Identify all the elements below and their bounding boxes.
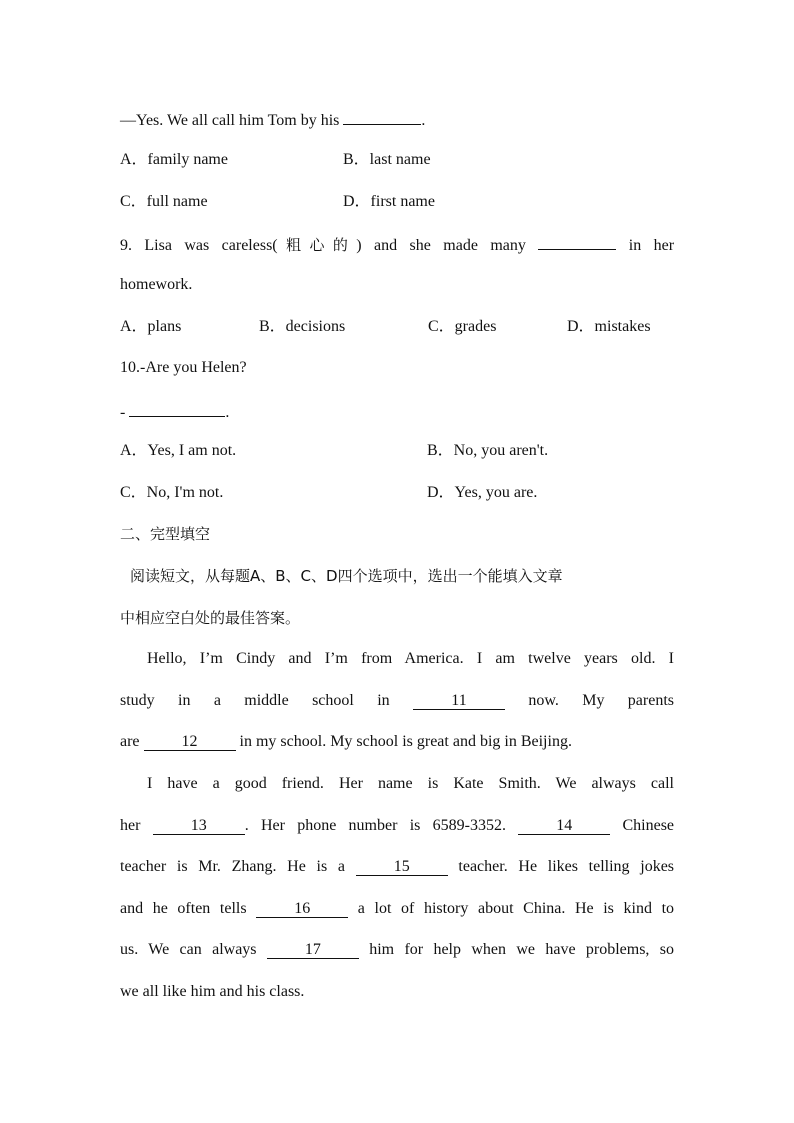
- q9-options-row: [120, 316, 674, 338]
- passage-text: we all like him and his class.: [120, 983, 305, 1000]
- passage-text: are: [120, 733, 140, 750]
- q9-text-line2: homework.: [120, 276, 193, 293]
- q9-option-b: B．decisions: [259, 318, 346, 335]
- passage-text: her: [120, 817, 141, 834]
- q10-option-a: A．Yes, I am not.: [120, 442, 237, 459]
- passage-text: I have a good friend. Her name is Kate Smith. We always call: [147, 775, 674, 792]
- blank-15: 15: [356, 858, 448, 876]
- q8-answer-line: [120, 107, 674, 129]
- blank-11: 11: [413, 692, 505, 710]
- q8-option-b: B．last name: [343, 151, 431, 168]
- q9-text-start: 9. Lisa was careless(: [120, 237, 278, 254]
- q10-blank: [129, 399, 225, 417]
- blank-16: 16: [256, 900, 348, 918]
- section-heading: [120, 523, 674, 545]
- q8-option-c: C．full name: [120, 193, 208, 210]
- passage-p2-line2: [120, 815, 674, 837]
- passage-p2-line4: [120, 898, 674, 920]
- q8-answer-end: .: [421, 112, 426, 129]
- passage-text: Chinese: [622, 817, 675, 834]
- section-instruction-line2: [120, 607, 674, 629]
- q9-note: 粗心的: [277, 236, 357, 254]
- q9-text-end: in her: [628, 237, 675, 254]
- passage-text: in my school. My school is great and big in Beijing.: [239, 733, 572, 750]
- q8-option-a: A．family name: [120, 151, 228, 168]
- passage-text: Hello, I’m Cindy and I’m from America. I am twelve years old. I: [147, 650, 674, 667]
- q9-question-line2: [120, 274, 674, 296]
- q9-option-a: A．plans: [120, 318, 182, 335]
- q10-option-c: C．No, I'm not.: [120, 484, 224, 501]
- passage-text: a lot of history about China. He is kind to: [357, 900, 675, 917]
- passage-text: us. We can always: [120, 941, 257, 958]
- section-heading-text: 二、完型填空: [120, 525, 211, 543]
- passage-text: teacher is Mr. Zhang. He is a: [120, 858, 345, 875]
- q10-answer-end: .: [225, 404, 230, 421]
- instruction-text-2: 中相应空白处的最佳答案。: [120, 609, 301, 627]
- passage-p2-line3: [120, 856, 674, 878]
- passage-p2-line6: [120, 981, 674, 1003]
- passage-p1-line3: [120, 731, 674, 753]
- passage-p2-line5: [120, 939, 674, 961]
- passage-text: and he often tells: [120, 900, 247, 917]
- passage-text: now. My parents: [528, 692, 675, 709]
- q10-question-line: [120, 357, 674, 379]
- q9-option-d: D．mistakes: [567, 318, 651, 335]
- q10-option-b: B．No, you aren't.: [427, 442, 549, 459]
- passage-text: . Her phone number is 6589-3352.: [244, 817, 506, 834]
- blank-14: 14: [518, 817, 610, 835]
- passage-p2-line1: [120, 773, 674, 795]
- q8-option-d: D．first name: [343, 193, 435, 210]
- q10-option-d: D．Yes, you are.: [427, 484, 538, 501]
- q8-blank: [343, 107, 421, 125]
- q9-question-line1: [120, 232, 674, 254]
- q10-answer-dash: -: [120, 404, 126, 421]
- passage-p1-line2: [120, 690, 674, 712]
- passage-p1-line1: [120, 648, 674, 670]
- q10-options-row2: [120, 482, 674, 504]
- blank-17: 17: [267, 941, 359, 959]
- q10-options-row1: [120, 440, 674, 462]
- q9-option-c: C．grades: [428, 318, 497, 335]
- passage-text: study in a middle school in: [120, 692, 390, 709]
- q9-text-mid: ) and she made many: [356, 237, 526, 254]
- q8-answer-text: —Yes. We all call him Tom by his: [120, 112, 340, 129]
- q10-answer-line: [120, 399, 674, 421]
- blank-13: 13: [153, 817, 245, 835]
- passage-text: him for help when we have problems, so: [369, 941, 674, 958]
- q9-blank: [538, 232, 616, 250]
- blank-12: 12: [144, 733, 236, 751]
- q10-question: 10.-Are you Helen?: [120, 359, 247, 376]
- q8-options-row1: [120, 149, 674, 171]
- passage-text: teacher. He likes telling jokes: [458, 858, 675, 875]
- q8-options-row2: [120, 191, 674, 213]
- section-instruction-line1: [130, 565, 674, 587]
- instruction-text-1: 阅读短文，从每题A、B、C、D四个选项中，选出一个能填入文章: [130, 567, 563, 585]
